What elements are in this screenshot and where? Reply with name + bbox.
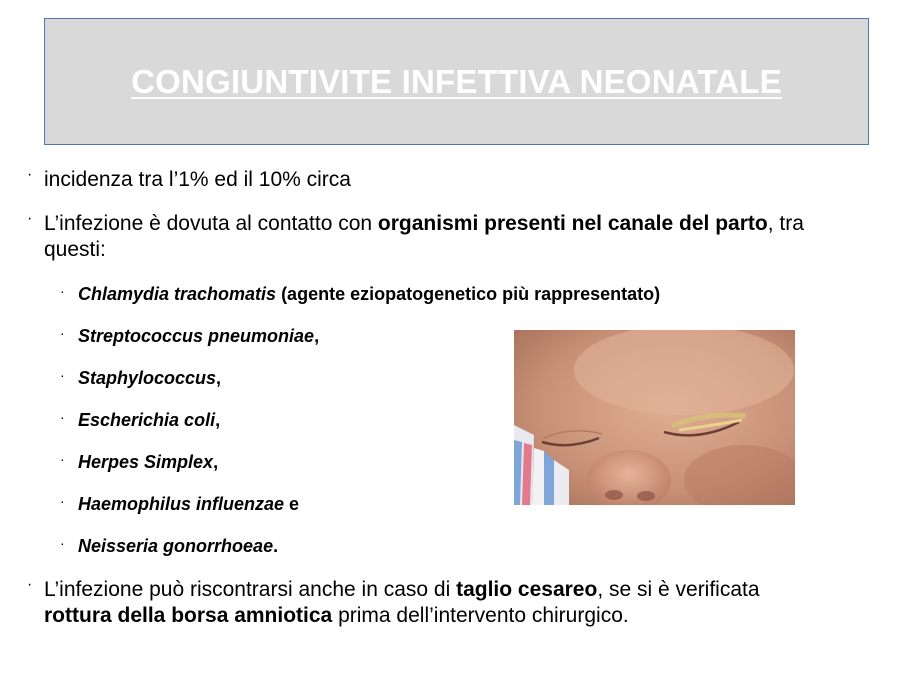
- sub-bullet-marker: ·: [60, 535, 65, 551]
- organism-name: Staphylococcus: [78, 368, 217, 388]
- sub-bullet-marker: ·: [60, 283, 65, 299]
- organism-note: ,: [213, 452, 219, 472]
- bullet-text: incidenza tra l’1% ed il 10% circa: [44, 168, 351, 191]
- bullet-text: prima dell’intervento chirurgico.: [332, 604, 629, 627]
- bullet-bold-text: organismi presenti nel canale del parto: [377, 212, 768, 235]
- organism-name: Streptococcus pneumoniae: [78, 326, 315, 346]
- newborn-face-illustration: [514, 330, 795, 505]
- organism-name: Chlamydia trachomatis: [78, 284, 277, 304]
- bullet-text: L’infezione è dovuta al contatto con: [44, 212, 378, 235]
- bullet-cesarean: [27, 576, 874, 629]
- organism-item: [60, 367, 222, 389]
- organism-note: ,: [216, 368, 222, 388]
- organism-note: .: [273, 536, 279, 556]
- organism-item: [60, 325, 320, 347]
- bullet-text: L’infezione può riscontrarsi anche in caso di: [44, 578, 457, 601]
- bullet-bold-text: rottura della borsa amniotica: [44, 604, 333, 627]
- organism-item: [60, 535, 279, 557]
- sub-bullet-marker: ·: [60, 367, 65, 383]
- organism-note: e: [284, 494, 300, 514]
- organism-item: [60, 493, 300, 515]
- bullet-marker: ·: [27, 210, 33, 227]
- organism-note: (agente eziopatogenetico più rappresentato): [276, 284, 661, 304]
- sub-bullet-marker: ·: [60, 409, 65, 425]
- sub-bullet-marker: ·: [60, 325, 65, 341]
- organism-name: Escherichia coli: [78, 410, 216, 430]
- organism-note: ,: [314, 326, 320, 346]
- newborn-eye-photo: [514, 330, 795, 505]
- bullet-marker: ·: [27, 166, 33, 183]
- title-box: [44, 18, 869, 145]
- bullet-marker: ·: [27, 576, 33, 593]
- bullet-incidence: [27, 166, 351, 193]
- bullet-text: , tra: [767, 212, 804, 235]
- bullet-infection-cause: [27, 210, 874, 263]
- organism-item: [60, 283, 661, 305]
- bullet-text: questi:: [44, 238, 106, 261]
- slide-title: CONGIUNTIVITE INFETTIVA NEONATALE: [131, 62, 782, 100]
- organism-name: Neisseria gonorrhoeae: [78, 536, 274, 556]
- sub-bullet-marker: ·: [60, 493, 65, 509]
- organism-item: [60, 451, 219, 473]
- organism-item: [60, 409, 221, 431]
- bullet-bold-text: taglio cesareo: [456, 578, 598, 601]
- organism-name: Haemophilus influenzae: [78, 494, 285, 514]
- bullet-text: , se si è verificata: [597, 578, 760, 601]
- organism-name: Herpes Simplex: [78, 452, 214, 472]
- sub-bullet-marker: ·: [60, 451, 65, 467]
- organism-note: ,: [215, 410, 221, 430]
